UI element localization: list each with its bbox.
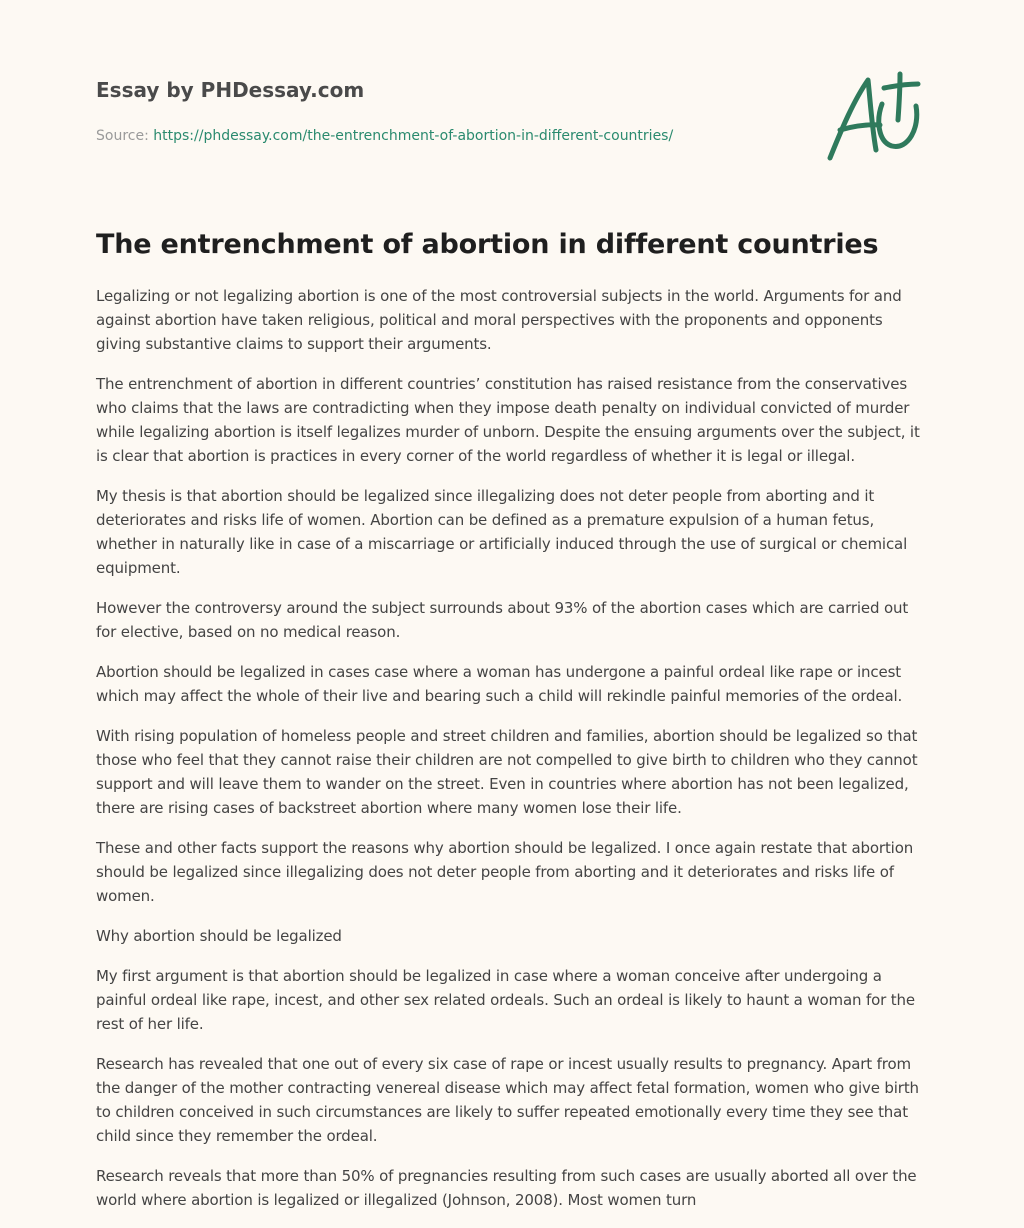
source-line	[96, 126, 796, 146]
source-label: Source:	[96, 128, 154, 144]
paragraph: My first argument is that abortion should be legalized in case where a woman conceive after undergoing a painful ordeal like rape, incest, and other sex related ordeals. Such an ordeal is likely to haunt a woman for the rest of her life.	[96, 967, 915, 1033]
source-link[interactable]: https://phdessay.com/the-entrenchment-of-abortion-in-different-countries/	[153, 128, 674, 144]
paragraph: Research reveals that more than 50% of pregnancies resulting from such cases are usually aborted all over the world where abortion is legalized or illegalized (Johnson, 2008). Most women turn	[96, 1167, 917, 1209]
paragraph: Research has revealed that one out of every six case of rape or incest usually results to pregnancy. Apart from the danger of the mother contracting venereal disease which may affect fetal formation, women who give birth to children conceived in such circumstances are likely to suffer repeated emotionally every time they see that child since they remember the ordeal.	[96, 1055, 919, 1145]
paragraph: Abortion should be legalized in cases case where a woman has undergone a painful ordeal like rape or incest which may affect the whole of their live and bearing such a child will rekindle painful memories of the ordeal.	[96, 663, 903, 705]
paragraph: These and other facts support the reasons why abortion should be legalized. I once again restate that abortion should be legalized since illegalizing does not deter people from aborting and it deteriorates and risks life of women.	[96, 839, 914, 905]
paragraph: With rising population of homeless people and street children and families, abortion should be legalized so that those who feel that they cannot raise their children are not compelled to give birth to children who they cannot support and will leave them to wander on the street. Even in countries where abortion has not been legalized, there are rising cases of backstreet abortion where many women lose their life.	[96, 727, 918, 817]
essay-body	[96, 284, 928, 1228]
essay-header	[96, 76, 796, 146]
paragraph: The entrenchment of abortion in different countries’ constitution has raised resistance from the conservatives who claims that the laws are contradicting when they impose death penalty on individual convicted of murder while legalizing abortion is itself legalizes murder of unborn. Despite the ensuing arguments over the subject, it is clear that abortion is practices in every corner of the world regardless of whether it is legal or illegal.	[96, 375, 920, 465]
essay-title: The entrenchment of abortion in different countries	[96, 229, 879, 260]
section-heading: Why abortion should be legalized	[96, 927, 342, 945]
paragraph: However the controversy around the subject surrounds about 93% of the abortion cases which are carried out for elective, based on no medical reason.	[96, 599, 909, 641]
paragraph: My thesis is that abortion should be legalized since illegalizing does not deter people from aborting and it deteriorates and risks life of women. Abortion can be defined as a premature expulsion of a human fetus, whether in naturally like in case of a miscarriage or artificially induced through the use of surgical or chemical equipment.	[96, 487, 908, 577]
a-plus-logo-icon	[820, 68, 930, 168]
brand-name: Essay by PHDessay.com	[96, 78, 365, 102]
paragraph: Legalizing or not legalizing abortion is one of the most controversial subjects in the world. Arguments for and against abortion have taken religious, political and moral perspectives with the proponents and opponents giving substantive claims to support their arguments.	[96, 287, 902, 353]
